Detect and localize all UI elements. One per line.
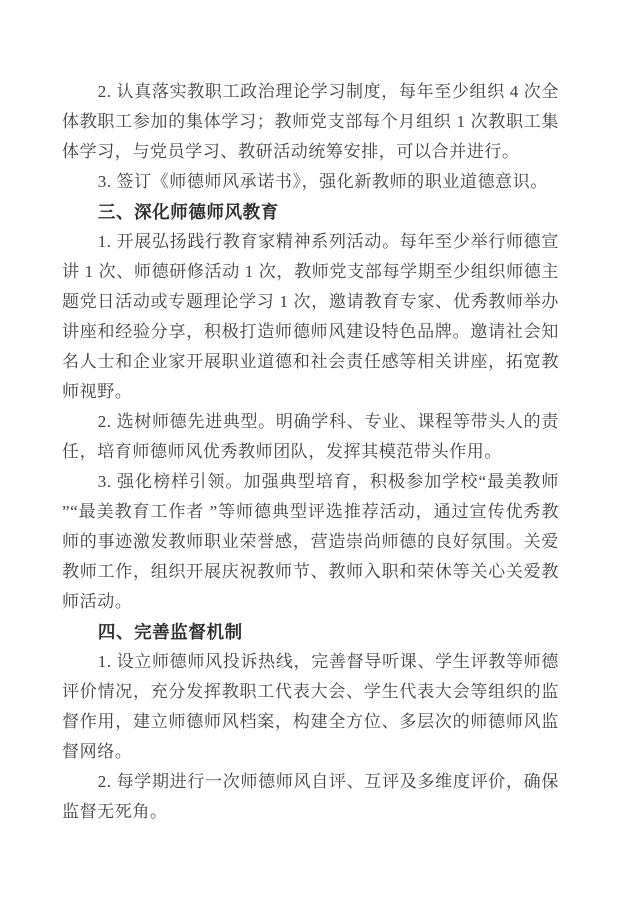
section-heading: 三、深化师德师风教育 <box>97 202 279 222</box>
paragraph: 2. 每学期进行一次师德师风自评、互评及多维度评价，确保监督无死角。 <box>62 772 559 821</box>
document-body <box>62 77 559 827</box>
paragraph: 1. 设立师德师风投诉热线，完善督导听课、学生评教等师德评价情况，充分发挥教职工代表大会、学生代表大会等组织的监督作用，建立师德师风档案，构建全方位、多层次的师德师风监督网络。 <box>62 652 559 761</box>
section-heading: 四、完善监督机制 <box>97 622 243 642</box>
paragraph: 2. 认真落实教职工政治理论学习制度，每年至少组织 4 次全体教职工参加的集体学习；教师党支部每个月组织 1 次教职工集体学习，与党员学习、教研活动统筹安排，可以合并进行。 <box>62 82 559 161</box>
paragraph: 3. 签订《师德师风承诺书》，强化新教师的职业道德意识。 <box>97 172 548 191</box>
paragraph: 1. 开展弘扬践行教育家精神系列活动。每年至少举行师德宣讲 1 次、师德研修活动 1 次，教师党支部每学期至少组织师德主题党日活动或专题理论学习 1 次，邀请教育专家、优秀教师举办讲座和经验分享，积极打造师德师风建设特色品牌。邀请社会知名人士和企业家开展职业道德和社会责任感等相关讲座，拓宽教师视野。 <box>62 232 559 401</box>
paragraph: 2. 选树师德先进典型。明确学科、专业、课程等带头人的责任，培育师德师风优秀教师团队，发挥其模范带头作用。 <box>62 412 559 461</box>
paragraph: 3. 强化榜样引领。加强典型培育，积极参加学校“最美教师 ”“最美教育工作者 ”等师德典型评选推荐活动，通过宣传优秀教师的事迹激发教师职业荣誉感，营造崇尚师德的良好氛围。关爱教师工作，组织开展庆祝教师节、教师入职和荣休等关心关爱教师活动。 <box>62 472 559 611</box>
